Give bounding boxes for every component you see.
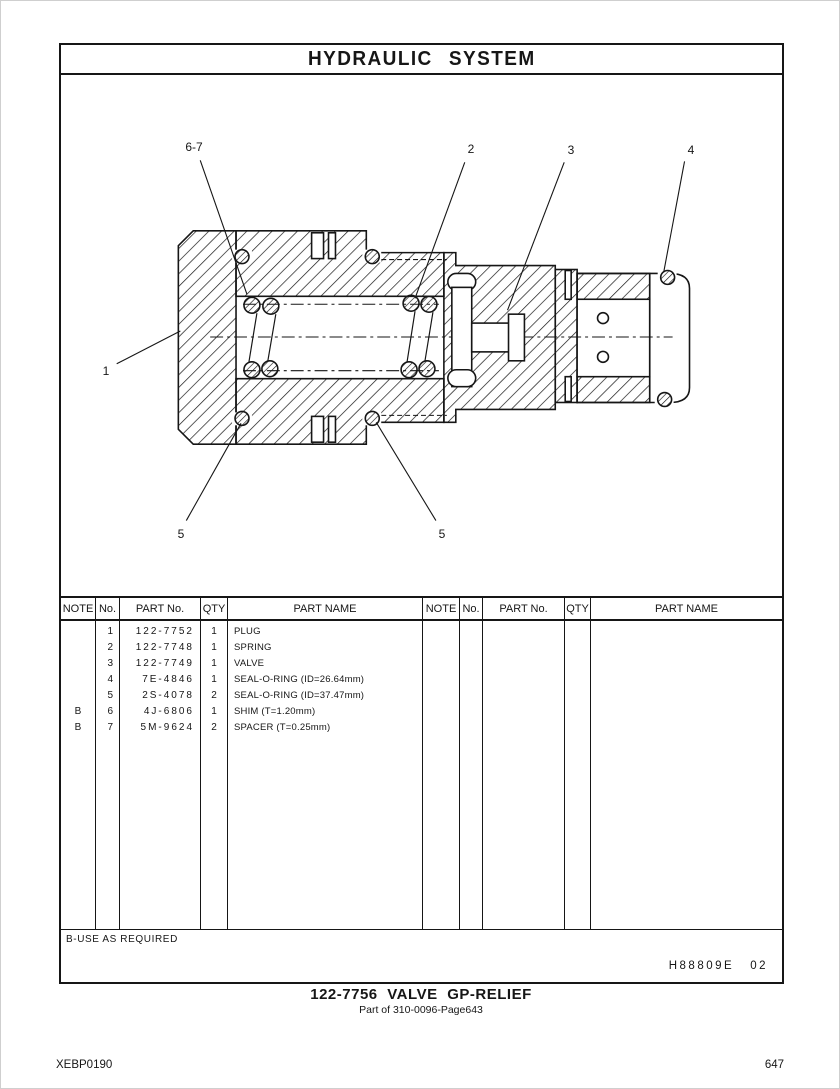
chamber-hole-bottom [598, 351, 609, 362]
column-no-2 [460, 621, 483, 929]
note-cell [61, 672, 95, 688]
flange-slot-top [565, 270, 571, 299]
document-frame [59, 43, 784, 984]
no-cell: 4 [107, 674, 113, 685]
callout-1: 1 [102, 364, 110, 378]
spanner-notch [312, 416, 324, 442]
qty-cell: 1 [211, 706, 217, 717]
callout-5-left: 5 [177, 527, 185, 541]
part-name-cell: SEAL-O-RING (ID=26.64mm) [234, 674, 365, 685]
column-part-name-2 [591, 621, 782, 929]
callout-6-7: 6-7 [185, 140, 203, 154]
column-part-no-2 [483, 621, 565, 929]
no-cell: 5 [107, 690, 113, 701]
qty-cell: 1 [211, 674, 217, 685]
no-cell: 2 [107, 642, 113, 653]
qty-cell: 1 [211, 642, 217, 653]
drawing-rev: 02 [750, 960, 768, 972]
col-header-qty-2: QTY [565, 598, 591, 619]
spanner-notch [312, 233, 324, 259]
housing-hatch-bottom [577, 377, 650, 403]
part-name-cell: SPRING [234, 642, 272, 653]
plug-sleeve-upper [236, 231, 444, 296]
housing-hatch-top [577, 273, 650, 299]
diagram-area [61, 75, 782, 596]
callout-5-right: 5 [438, 527, 446, 541]
callout-3: 3 [567, 143, 575, 157]
plug-sleeve-lower [236, 379, 444, 444]
part-name-cell: VALVE [234, 658, 265, 669]
column-qty [201, 621, 228, 929]
table-body [61, 621, 782, 929]
no-cell: 3 [107, 658, 113, 669]
chamber-hole-top [598, 313, 609, 324]
qty-cell: 1 [211, 658, 217, 669]
caption-block [1, 986, 840, 1016]
valve-inner-chamber [577, 299, 650, 376]
column-no [96, 621, 120, 929]
col-header-no-2: No. [460, 598, 483, 619]
no-cell: 1 [107, 626, 113, 637]
qty-cell: 2 [211, 690, 217, 701]
spanner-notch [329, 233, 336, 259]
drawing-reference [669, 960, 768, 972]
part-no-cell: 4J-6806 [143, 706, 194, 717]
page-number: 647 [764, 1059, 784, 1071]
page-footer [56, 1059, 784, 1071]
part-name-cell: SHIM (T=1.20mm) [234, 706, 316, 717]
col-header-part-no: PART No. [120, 598, 201, 619]
note-cell [61, 656, 95, 672]
caption-title: 122-7756 VALVE GP-RELIEF [310, 986, 532, 1003]
note-strip [61, 929, 782, 982]
col-header-qty: QTY [201, 598, 228, 619]
part-name-cell: SEAL-O-RING (ID=37.47mm) [234, 690, 365, 701]
column-part-name [228, 621, 423, 929]
table-header [61, 596, 782, 621]
part-name-cell: SPACER (T=0.25mm) [234, 722, 331, 733]
col-header-note-2: NOTE [423, 598, 460, 619]
col-header-note: NOTE [61, 598, 96, 619]
note-cell [61, 624, 95, 640]
col-header-no: No. [96, 598, 120, 619]
column-part-no [120, 621, 201, 929]
column-note-2 [423, 621, 460, 929]
no-cell: 7 [107, 722, 113, 733]
callout-2: 2 [467, 142, 475, 156]
part-no-cell: 2S-4078 [142, 690, 194, 701]
part-no-cell: 122-7748 [135, 642, 194, 653]
flange-slot-bottom [565, 377, 571, 402]
title-bar [61, 45, 782, 75]
qty-cell: 1 [211, 626, 217, 637]
callout-4: 4 [687, 143, 695, 157]
part-no-cell: 122-7749 [135, 658, 194, 669]
no-cell: 6 [107, 706, 113, 717]
document-code: XEBP0190 [56, 1059, 113, 1071]
part-no-cell: 5M-9624 [140, 722, 194, 733]
note-cell: B [74, 722, 82, 733]
note-cell [61, 688, 95, 704]
col-header-part-no-2: PART No. [483, 598, 565, 619]
column-qty-2 [565, 621, 591, 929]
valve-cross-section-diagram [61, 75, 782, 596]
part-no-cell: 7E-4846 [142, 674, 194, 685]
col-header-part-name-2: PART NAME [655, 602, 718, 615]
note-footer: B-USE AS REQUIRED [66, 934, 178, 945]
qty-cell: 2 [211, 722, 217, 733]
column-note [61, 621, 96, 929]
note-cell [61, 640, 95, 656]
note-cell: B [74, 706, 82, 717]
spanner-notch [329, 416, 336, 442]
part-no-cell: 122-7752 [135, 626, 194, 637]
part-name-cell: PLUG [234, 626, 261, 637]
page-title: HYDRAULIC SYSTEM [307, 47, 536, 70]
drawing-ref-code: H88809E [668, 960, 735, 972]
caption-subtitle: Part of 310-0096-Page643 [359, 1004, 483, 1016]
col-header-part-name: PART NAME [228, 598, 423, 619]
